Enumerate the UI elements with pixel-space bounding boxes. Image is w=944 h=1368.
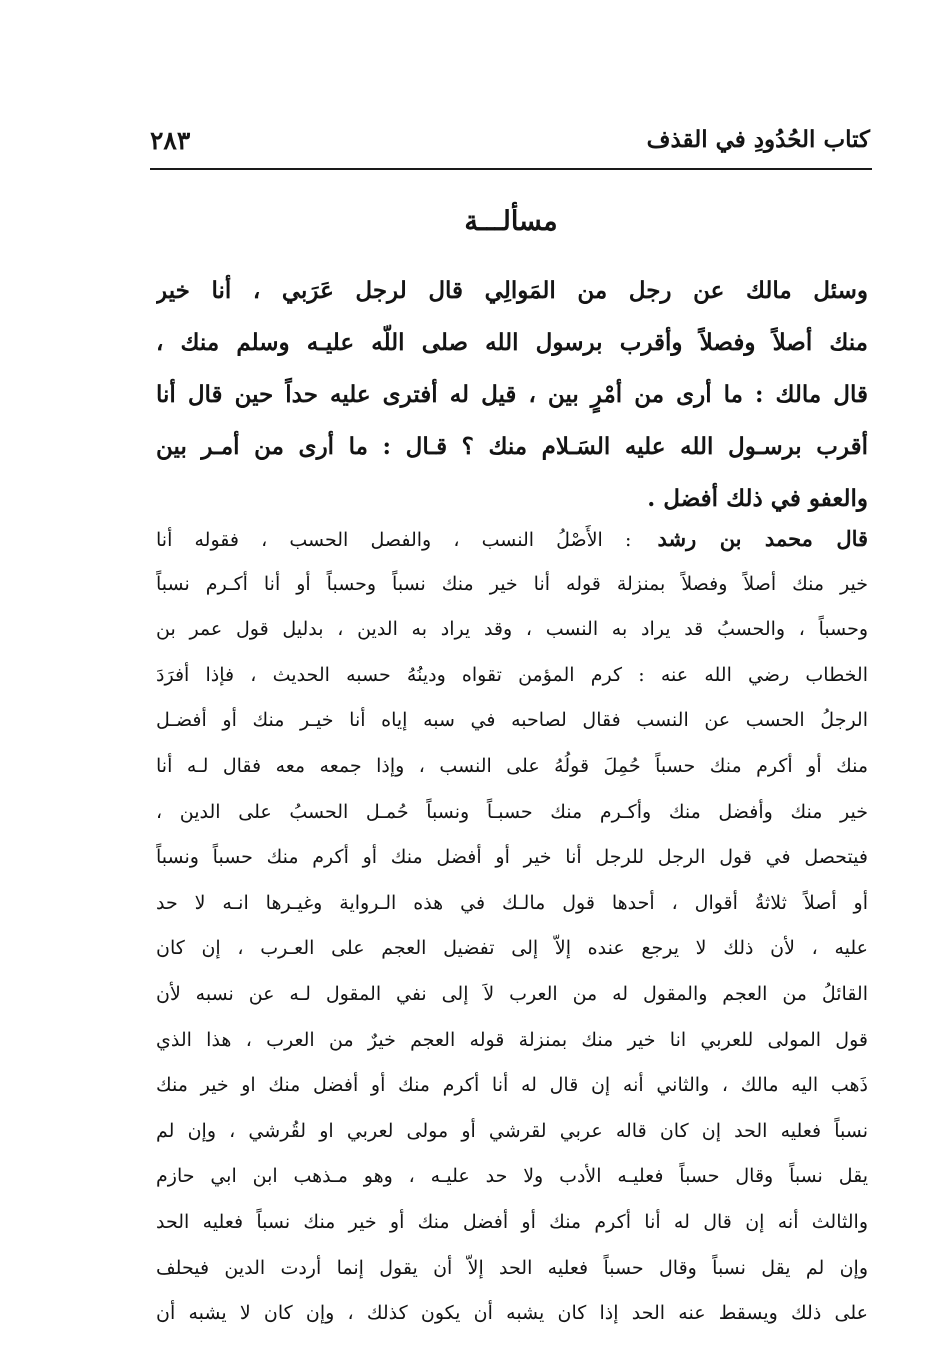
running-title: كتاب الحُدُودِ في القذف xyxy=(646,126,870,153)
commentary-line: والثالث أنه إن قال له أنا أكرم منك أو أفضل منك أو خير منك نسباً فعليه الحد xyxy=(156,1210,868,1233)
section-heading: مسألـــة xyxy=(464,206,558,237)
page-number: ٢٨٣ xyxy=(150,126,191,155)
commentary-line: عليه ، لأن ذلك لا يرجع عنده إلاّ إلى تفضيل العجم على العـرب ، إن كان xyxy=(156,937,868,960)
question-line: وسئل مالك عن رجل من المَوالِي قال لرجل عَرَبي ، أنا خير xyxy=(156,277,868,304)
commentary-line: الرجلُ الحسب عن النسب فقال لصاحبه في سبه إياه أنا خيـر منك أو أفضـل xyxy=(156,709,868,732)
commentary-line: خير منك وأفضل منك وأكـرم منك حسبـاً ونسباً حُمـل الحسبُ على الدين ، xyxy=(156,800,868,823)
commentary-line: خير منك أصلاً وفصلاً بمنزلة قوله أنا خير منك نسباً وحسباً أو أنا أكـرم نسباً xyxy=(156,572,868,595)
commentary-line: منك أو أكرم منك حسباً حُمِلَ قولُهُ على النسب ، وإذا جمعه معه فقال لـه أنا xyxy=(156,754,868,777)
commentary-line: على ذلك ويسقط عنه الحد إذا كان يشبه أن يكون كذلك ، وإن كان لا يشبه أن xyxy=(156,1302,868,1325)
commentary-first-line xyxy=(156,516,868,562)
commentary-line: أو أصلاً ثلاثةُ أقوال ، أحدها قول مالـك في هذه الـرواية وغيـرها انـه لا حد xyxy=(156,891,868,914)
question-line: منك أصلاً وفصلاً وأقرب برسول الله صلى اللّه عليـه وسلم منك ، xyxy=(156,329,868,356)
commentary-author: قال محمد بن رشد xyxy=(657,526,868,551)
question-line: والعفو في ذلك أفضل . xyxy=(647,485,868,512)
question-line: قال مالك : ما أرى من أمْرٍ بين ، قيل له أفترى عليه حداً حين قال أنا xyxy=(156,381,868,408)
commentary-line: نسباً فعليه الحد إن كان قاله عربي لقرشي أو مولى لعربي او لقُرشي ، وإن لم xyxy=(156,1119,868,1142)
commentary-line: ذَهب اليه مالك ، والثاني أنه إن قال له أنا أكرم منك أو أفضل منك او خير منك xyxy=(156,1074,868,1097)
commentary-line: قول المولى للعربي انا خير منك بمنزلة قوله العجم خيرٌ من العرب ، هذا الذي xyxy=(156,1028,868,1051)
question-paragraph xyxy=(156,265,868,525)
commentary-first-line-text: : الأَصْلُ النسب ، والفصل الحسب ، فقوله أنا xyxy=(156,529,632,551)
header-rule xyxy=(150,168,872,170)
commentary-line: وحسباً ، والحسبُ قد يراد به النسب ، وقد يراد به الدين ، بدليل قول عمر بن xyxy=(156,618,868,641)
running-header xyxy=(150,124,870,164)
commentary-line: القائلُ من العجم والمقول له من العرب لاَ إلى نفي المقول لـه عن نسبه لأن xyxy=(156,982,868,1005)
commentary-line: وإن لم يقل نسباً وقال حسباً فعليه الحد إلاّ أن يقول إنما أردت الدين فيحلف xyxy=(156,1256,868,1279)
commentary-paragraph xyxy=(156,516,868,1337)
commentary-line: يقل نسباً وقال حسباً فعليـه الأدب ولا حد عليـه ، وهو مـذهب ابن ابي حازم xyxy=(156,1165,868,1188)
commentary-line: الخطاب رضي الله عنه : كرم المؤمن تقواه ودينُهُ حسبه الحديث ، فإذا أفرَدَ xyxy=(156,663,868,686)
commentary-line: فيتحصل في قول الرجل للرجل أنا خير أو أفضل منك أو أكرم منك حسباً ونسباً xyxy=(156,846,868,869)
question-line: أقرب برسـول الله عليه السَـلام منك ؟ قـال : ما أرى من أمـر بين xyxy=(156,433,868,460)
